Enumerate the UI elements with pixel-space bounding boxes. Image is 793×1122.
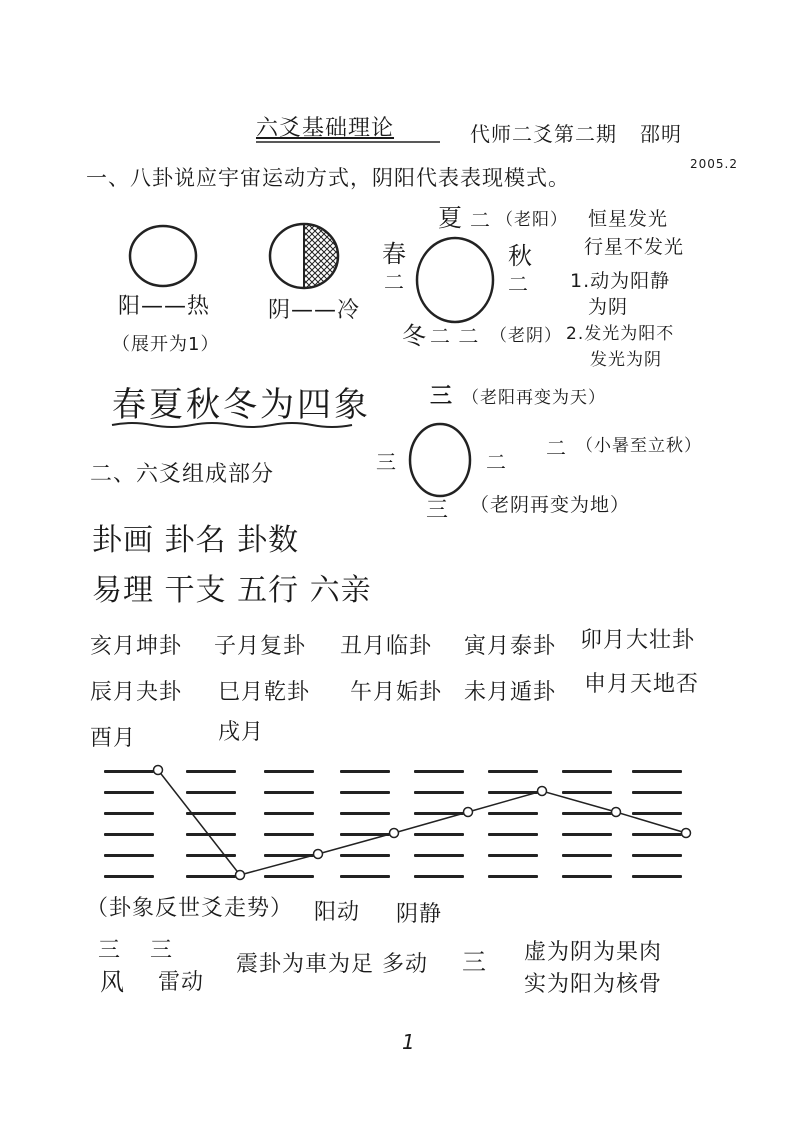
- hexagram-line: [104, 812, 154, 815]
- hexagram-line: [562, 854, 612, 857]
- hexagram-line: [340, 812, 390, 815]
- autumn-label: 秋: [508, 242, 533, 270]
- hexagram-line: [488, 770, 538, 773]
- winter-note: （老阴）: [490, 326, 562, 346]
- page-title: 六爻基础理论: [256, 116, 395, 141]
- month-4: 寅月泰卦: [464, 634, 557, 659]
- hexagram-line: [414, 875, 464, 878]
- xu-note: 虚为阴为果肉: [524, 940, 663, 965]
- note-right-4: 为阴: [588, 296, 629, 318]
- yin-label: 阴——冷: [268, 298, 361, 323]
- right-trigram: 二: [486, 450, 507, 474]
- hexagram-line: [488, 791, 538, 794]
- hexagram-line: [488, 833, 538, 836]
- trend-point: [314, 850, 323, 859]
- page-number: 1: [402, 1030, 416, 1054]
- summer-label: 夏: [438, 204, 463, 232]
- section-heading-1: 一、八卦说应宇宙运动方式，阴阳代表表现模式。: [86, 166, 570, 190]
- hexagram-line: [186, 833, 236, 836]
- old-yin-change: （老阴再变为地）: [470, 494, 631, 516]
- shi-note: 实为阳为核骨: [524, 972, 663, 997]
- hexagram-line: [414, 854, 464, 857]
- heaven-earth-circle: [410, 424, 470, 496]
- header-date: 2005.2: [690, 157, 738, 171]
- hexagram-line: [264, 812, 314, 815]
- wind-label: 风: [100, 968, 125, 996]
- hexagram-line: [104, 791, 154, 794]
- hexagram-line: [264, 854, 314, 857]
- hexagram-line: [632, 833, 682, 836]
- hexagram-line: [264, 875, 314, 878]
- month-7: 巳月乾卦: [218, 680, 311, 705]
- month-9: 未月遁卦: [464, 680, 557, 705]
- season-circle: [417, 238, 493, 322]
- earth-trigram: 三: [426, 498, 450, 523]
- hexagram-line: [186, 854, 236, 857]
- month-12: 戌月: [218, 720, 265, 745]
- old-yang-change: （老阳再变为天）: [462, 388, 606, 408]
- hexagram-line: [414, 833, 464, 836]
- note-right-3: 1.动为阳静: [570, 270, 671, 292]
- spring-trigram: 二: [384, 270, 405, 294]
- hexagram-line: [562, 770, 612, 773]
- wind-trigram: 三: [98, 938, 122, 963]
- summer-note: （老阳）: [496, 210, 568, 230]
- hexagram-line: [488, 812, 538, 815]
- summer-trigram: 二: [470, 208, 491, 232]
- hexagram-line: [264, 791, 314, 794]
- hexagram-line: [340, 833, 390, 836]
- hexagram-line: [340, 791, 390, 794]
- hexagram-line: [264, 833, 314, 836]
- zhen-note: 震卦为車为足 多动: [236, 952, 428, 977]
- hexagram-line: [632, 854, 682, 857]
- hexagram-line: [414, 770, 464, 773]
- hexagram-line: [488, 854, 538, 857]
- yin-still: 阴静: [396, 902, 443, 927]
- small-summer-trigram: 二: [546, 436, 567, 460]
- hexagram-line: [488, 875, 538, 878]
- month-6: 辰月夬卦: [90, 680, 183, 705]
- hexagram-line: [340, 770, 390, 773]
- four-images-heading: 春夏秋冬为四象: [112, 385, 371, 425]
- winter-label: 冬: [402, 322, 427, 350]
- month-2: 子月复卦: [214, 634, 307, 659]
- hexagram-line: [562, 791, 612, 794]
- trend-line: [158, 770, 686, 875]
- hexagram-line: [186, 812, 236, 815]
- xu-shi-trigram: 三: [462, 948, 487, 976]
- hexagram-line: [562, 812, 612, 815]
- hexagram-line: [186, 791, 236, 794]
- note-right-6: 发光为阴: [590, 350, 662, 370]
- small-summer-note: （小暑至立秋）: [576, 436, 702, 456]
- trend-point: [154, 766, 163, 775]
- hexagram-line: [186, 875, 236, 878]
- hexagram-line: [340, 854, 390, 857]
- hexagram-line: [632, 791, 682, 794]
- hexagram-line: [104, 833, 154, 836]
- month-8: 午月姤卦: [350, 680, 443, 705]
- month-10: 申月天地否: [584, 672, 700, 697]
- hexagram-line: [104, 875, 154, 878]
- trend-point: [236, 871, 245, 880]
- heaven-trigram: 三: [430, 384, 454, 409]
- parts-line-2: 易理 干支 五行 六亲: [92, 573, 372, 608]
- month-5: 卯月大壮卦: [580, 628, 696, 653]
- hexagram-line: [104, 854, 154, 857]
- yang-note: （展开为1）: [112, 334, 220, 355]
- section-heading-2: 二、六爻组成部分: [90, 462, 275, 487]
- hexagram-line: [562, 875, 612, 878]
- hexagram-line: [104, 770, 154, 773]
- note-right-5: 2.发光为阳不: [566, 324, 675, 344]
- yang-label: 阳——热: [118, 294, 211, 319]
- thunder-trigram: 三: [150, 938, 174, 963]
- yang-moves: 阳动: [314, 900, 361, 925]
- trend-point: [682, 829, 691, 838]
- month-1: 亥月坤卦: [90, 634, 183, 659]
- yang-circle: [130, 226, 196, 286]
- note-right-1: 恒星发光: [588, 208, 669, 230]
- trend-point: [612, 808, 621, 817]
- hexagram-line: [414, 791, 464, 794]
- header-note: 代师二爻第二期: [470, 122, 617, 146]
- month-11: 酉月: [90, 726, 137, 751]
- parts-line-1: 卦画 卦名 卦数: [92, 523, 300, 558]
- trend-point: [464, 808, 473, 817]
- winter-trigram: 二 二: [430, 324, 480, 348]
- hexagram-line: [562, 833, 612, 836]
- trend-chart: [154, 766, 691, 880]
- trend-point: [538, 787, 547, 796]
- hexagram-line: [632, 812, 682, 815]
- spring-label: 春: [382, 240, 407, 268]
- hexagram-line: [632, 770, 682, 773]
- month-3: 丑月临卦: [340, 634, 433, 659]
- hexagram-line: [632, 875, 682, 878]
- hexagram-line: [264, 770, 314, 773]
- trend-point: [390, 829, 399, 838]
- hexagram-line: [186, 770, 236, 773]
- left-trigram: 三: [376, 450, 397, 474]
- autumn-trigram: 二: [508, 272, 529, 296]
- note-right-2: 行星不发光: [584, 236, 685, 258]
- thunder-moves: 雷动: [158, 970, 205, 995]
- hexagram-line: [340, 875, 390, 878]
- header-author: 邵明: [640, 122, 682, 146]
- trend-caption: （卦象反世爻走势）: [86, 896, 294, 921]
- hexagram-line: [414, 812, 464, 815]
